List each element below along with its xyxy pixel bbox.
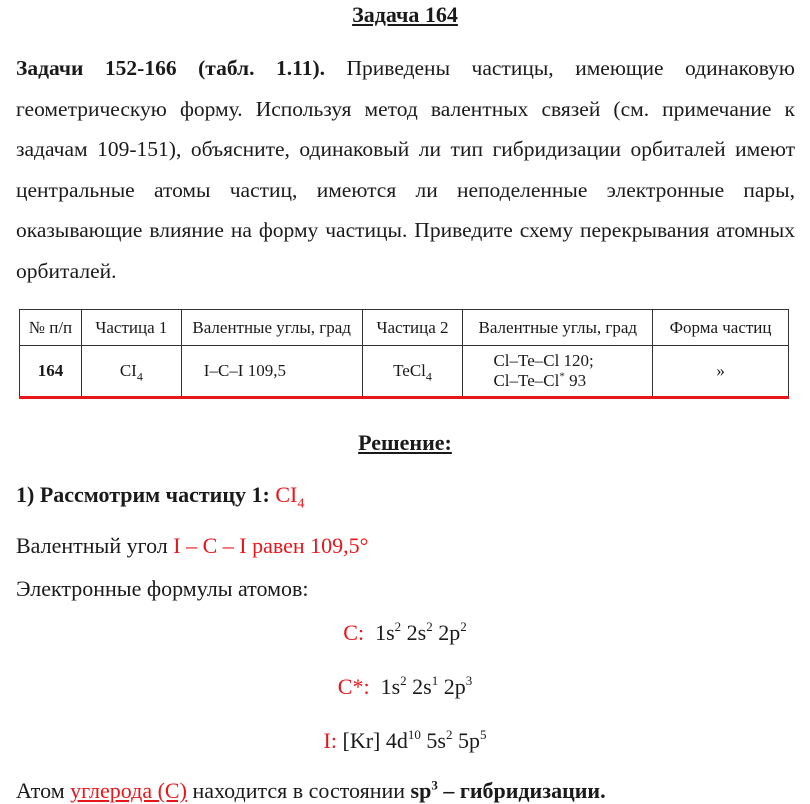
problem-text: Приведены частицы, имеющие одинаковую геометрическую форму. Используя метод валентных связей (см. примечание к задачам 109-151), объясните, одинаковый ли тип гибридизации орбиталей имеют центральные атомы частиц, имеются ли неподеленные электронные пары, оказывающие влияние на форму частицы. Приведите схему перекрывания атомных орбиталей. xyxy=(16,56,795,283)
table-header-row xyxy=(20,310,789,346)
row-number: 164 xyxy=(20,346,82,398)
formula-c-label: C: xyxy=(343,620,365,645)
solution-heading: Решение: xyxy=(358,430,452,455)
formula-i-part2: 5s xyxy=(420,728,446,753)
col-particle1-header: Частица 1 xyxy=(81,310,181,346)
electron-formulas-label: Электронные формулы атомов: xyxy=(16,576,309,601)
formula-c-sup2: 2 xyxy=(426,619,433,634)
row-angles2 xyxy=(463,346,653,398)
formula-i-part1: [Kr] 4d xyxy=(342,728,408,753)
problem-lead: Задачи 152-166 (табл. 1.11). xyxy=(16,56,325,80)
formula-c-sup1: 2 xyxy=(394,619,402,634)
hybridization-pre: Атом xyxy=(16,778,71,803)
step1-heading xyxy=(16,482,305,512)
row-particle2 xyxy=(362,346,463,398)
formula-c-star-label: C*: xyxy=(337,674,370,699)
formula-i-sup3: 5 xyxy=(479,727,487,742)
formula-c-star xyxy=(0,674,810,700)
step1-label: 1) Рассмотрим частицу 1: xyxy=(16,482,276,507)
carbon-link: углерода (С) xyxy=(70,778,187,803)
col-shape-header: Форма частиц xyxy=(653,310,789,346)
row-particle1 xyxy=(81,346,181,398)
formula-c-star-sup2: 1 xyxy=(431,673,439,688)
row-angles1: I–C–I 109,5 xyxy=(181,346,362,398)
angles2-line2-text: Cl–Te–Cl xyxy=(493,371,560,390)
formula-c-star-part3: 2p xyxy=(438,674,466,699)
angles2-line2 xyxy=(493,371,652,391)
formula-c-star-sup3: 3 xyxy=(465,673,473,688)
col-number-header: № п/п xyxy=(20,310,82,346)
hybridization-tail: – гибридизации. xyxy=(437,778,606,803)
formula-c-sup3: 2 xyxy=(460,619,467,634)
row-shape: » xyxy=(653,346,789,398)
particle2-subscript: 4 xyxy=(425,369,432,384)
page-title: Задача 164 xyxy=(352,2,458,27)
col-angles2-header: Валентные углы, град xyxy=(463,310,653,346)
valence-angle-text: Валентный угол xyxy=(16,533,174,558)
valence-angle-line xyxy=(16,533,368,559)
formula-i xyxy=(0,728,810,754)
formula-c xyxy=(0,620,810,646)
hybridization-type: sp xyxy=(410,778,432,803)
formula-i-sup2: 2 xyxy=(445,727,453,742)
formula-c-star-part2: 2s xyxy=(406,674,432,699)
valence-angle-value: I – C – I равен 109,5° xyxy=(173,533,369,558)
step1-particle-subscript: 4 xyxy=(297,496,305,512)
formula-i-part3: 5p xyxy=(452,728,480,753)
formula-c-star-part1: 1s xyxy=(380,674,401,699)
particle2-formula: TeCl xyxy=(393,361,426,380)
formula-c-star-sup1: 2 xyxy=(400,673,407,688)
formula-i-label: I: xyxy=(323,728,337,753)
hybridization-sup: 3 xyxy=(431,777,438,793)
particles-table xyxy=(19,309,789,399)
table-row xyxy=(20,346,789,398)
particle1-formula: CI xyxy=(119,361,137,380)
formula-c-part2: 2s xyxy=(401,620,427,645)
col-angles1-header: Валентные углы, град xyxy=(181,310,362,346)
formula-c-part1: 1s xyxy=(375,620,395,645)
particle1-subscript: 4 xyxy=(136,369,143,384)
problem-statement xyxy=(16,48,795,291)
angles2-line1: Cl–Te–Cl 120; xyxy=(493,351,594,370)
angles2-line2-value: 93 xyxy=(564,371,587,390)
angles2-star: * xyxy=(559,370,565,383)
col-particle2-header: Частица 2 xyxy=(362,310,463,346)
hybridization-line xyxy=(16,778,606,804)
formula-i-sup1: 10 xyxy=(407,727,421,742)
formula-c-part3: 2p xyxy=(432,620,461,645)
step1-particle: CI xyxy=(275,482,298,507)
hybridization-mid: находится в состоянии xyxy=(186,778,411,803)
